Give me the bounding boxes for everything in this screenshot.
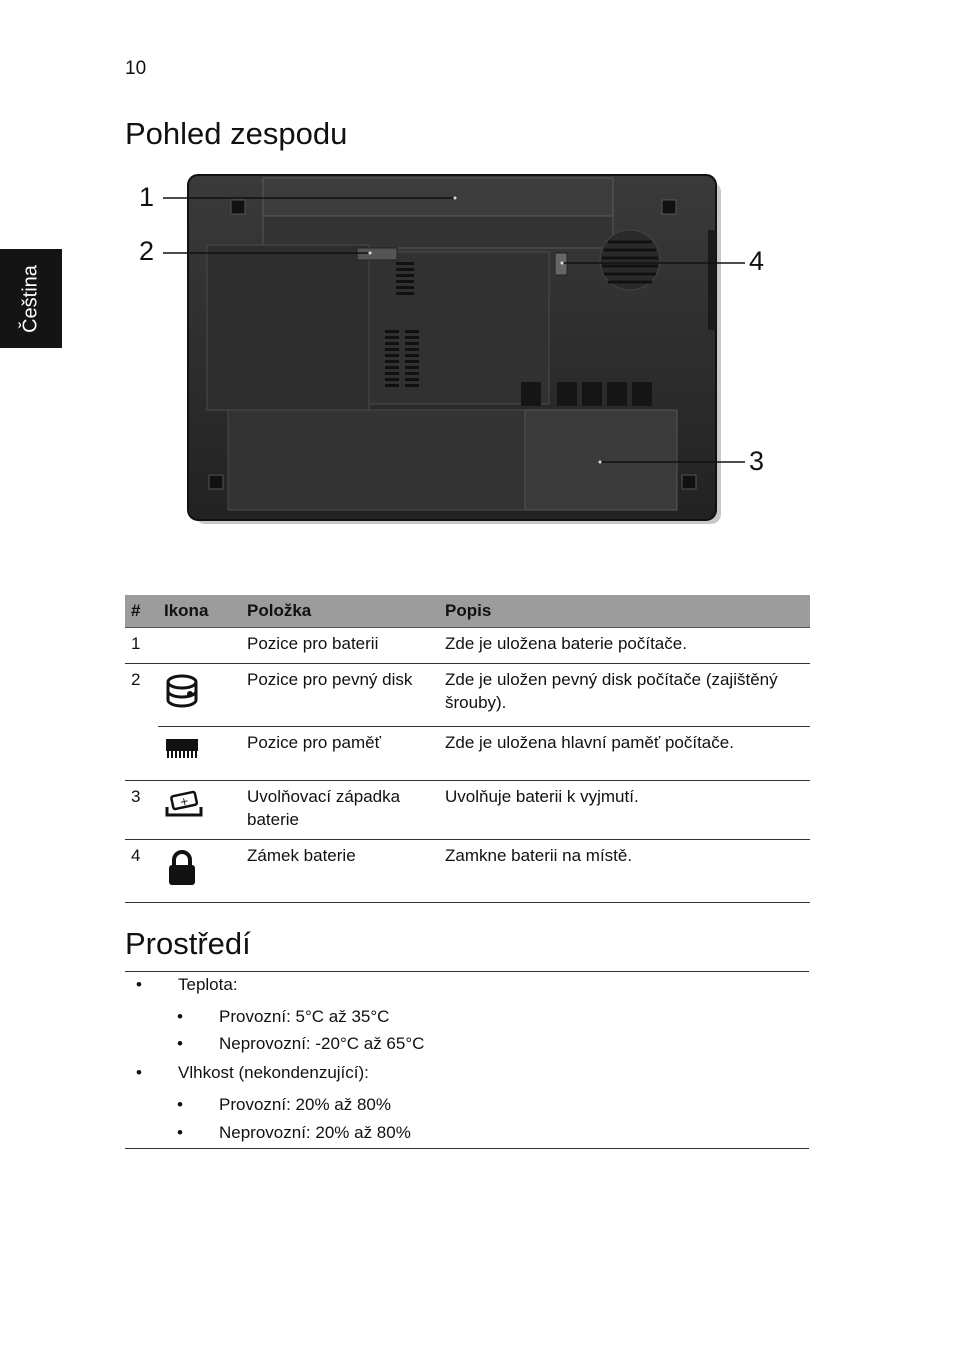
- row-description: Zde je uložen pevný disk počítače (zajištěný šrouby).: [439, 664, 810, 727]
- header-number: #: [125, 595, 158, 628]
- row-icon: [158, 628, 241, 664]
- hard-disk-icon: [164, 672, 200, 712]
- component-table: [125, 595, 810, 903]
- callout-2: 2: [139, 236, 155, 266]
- env-item-label: Vlhkost (nekondenzující):: [178, 1063, 369, 1082]
- bullet-icon: •: [177, 1034, 183, 1053]
- env-sub-item: Provozní: 5°C až 35°C: [219, 1007, 390, 1026]
- bullet-icon: •: [136, 975, 142, 994]
- table-row: [125, 628, 810, 664]
- row-number: [125, 727, 158, 781]
- bullet-icon: •: [177, 1123, 183, 1142]
- row-description: Zde je uložena hlavní paměť počítače.: [439, 727, 810, 781]
- environment-bottom-rule: [125, 1148, 809, 1149]
- row-item: Pozice pro baterii: [241, 628, 439, 664]
- header-icon: Ikona: [158, 595, 241, 628]
- svg-text:+: +: [178, 794, 191, 809]
- row-description: Uvolňuje baterii k vyjmutí.: [439, 781, 810, 840]
- row-item: Pozice pro paměť: [241, 727, 439, 781]
- environment-top-rule: [125, 971, 809, 972]
- row-number: 2: [131, 670, 141, 689]
- list-item: [177, 1034, 425, 1054]
- list-item: [136, 975, 238, 995]
- row-item: Zámek baterie: [241, 840, 439, 903]
- table-header-row: [125, 595, 810, 628]
- bullet-icon: •: [177, 1095, 183, 1114]
- section-title-bottom-view: Pohled zespodu: [125, 116, 348, 151]
- list-item: [136, 1063, 369, 1083]
- env-sub-item: Provozní: 20% až 80%: [219, 1095, 391, 1114]
- lock-icon: [164, 848, 200, 888]
- table-row: [125, 781, 810, 840]
- section-title-environment: Prostředí: [125, 926, 251, 961]
- table-row: [125, 727, 810, 781]
- battery-release-icon: [164, 789, 204, 821]
- row-number: 3: [125, 781, 158, 840]
- callout-1: 1: [139, 182, 155, 212]
- table-row: [125, 664, 810, 727]
- laptop-bottom-figure: [125, 170, 785, 535]
- header-description: Popis: [439, 595, 810, 628]
- laptop-bottom-illustration: [125, 170, 785, 535]
- list-item: [177, 1123, 411, 1143]
- bullet-icon: •: [177, 1007, 183, 1026]
- callout-4: 4: [749, 246, 765, 276]
- language-tab: [0, 249, 62, 348]
- env-sub-item: Neprovozní: 20% až 80%: [219, 1123, 411, 1142]
- row-number: 1: [125, 628, 158, 664]
- row-number: 4: [125, 840, 158, 903]
- header-item: Položka: [241, 595, 439, 628]
- memory-icon: [164, 735, 200, 761]
- env-item-label: Teplota:: [178, 975, 238, 994]
- callout-3: 3: [749, 446, 765, 476]
- row-description: Zde je uložena baterie počítače.: [439, 628, 810, 664]
- table-row: [125, 840, 810, 903]
- row-description: Zamkne baterii na místě.: [439, 840, 810, 903]
- list-item: [177, 1007, 390, 1027]
- row-item: Pozice pro pevný disk: [241, 664, 439, 727]
- list-item: [177, 1095, 391, 1115]
- env-sub-item: Neprovozní: -20°C až 65°C: [219, 1034, 425, 1053]
- bullet-icon: •: [136, 1063, 142, 1082]
- row-item: Uvolňovací západka baterie: [241, 781, 439, 840]
- language-tab-label: Čeština: [19, 265, 42, 333]
- page-number: 10: [125, 58, 147, 79]
